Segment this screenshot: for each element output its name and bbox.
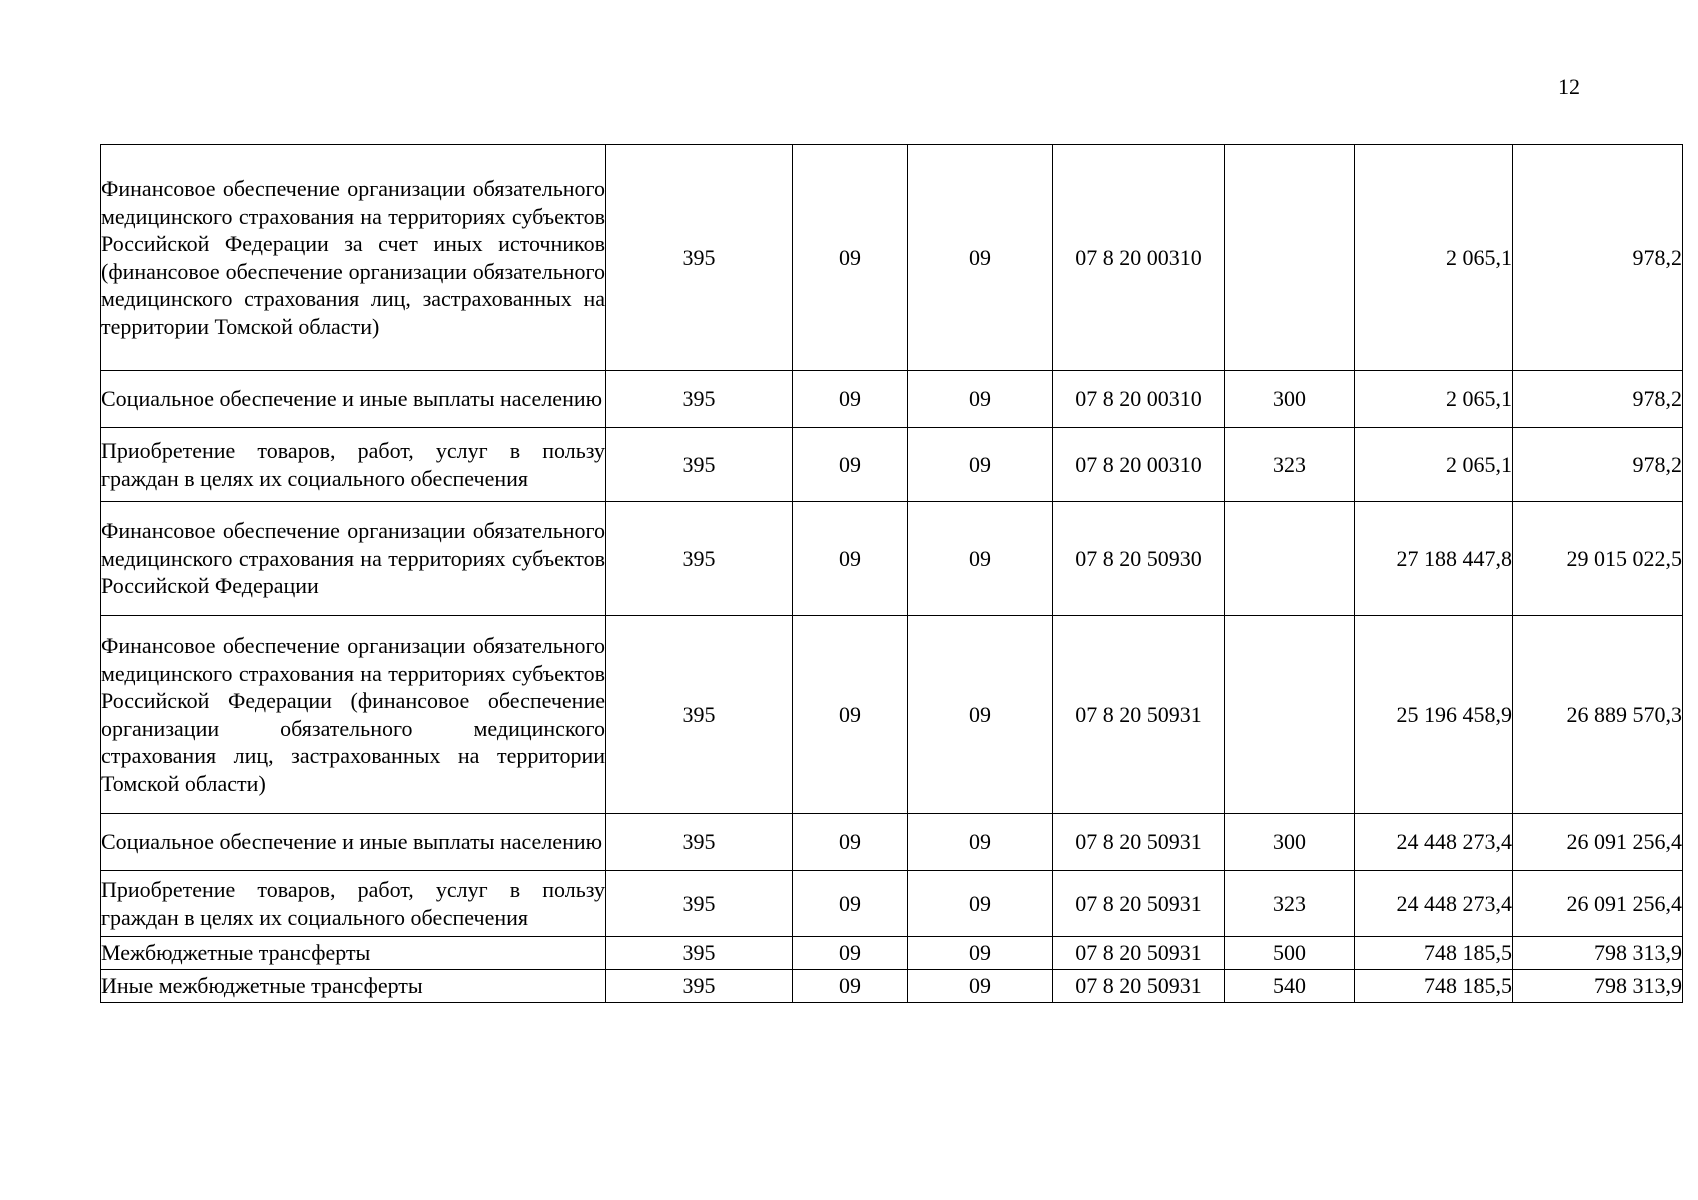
row-sum2: 798 313,9 [1513, 937, 1683, 970]
row-sum1: 748 185,5 [1355, 937, 1513, 970]
row-sum2: 798 313,9 [1513, 970, 1683, 1003]
table-row [101, 616, 1683, 814]
row-pr: 09 [908, 871, 1053, 937]
row-sum2: 978,2 [1513, 145, 1683, 371]
row-vr [1225, 145, 1355, 371]
row-name: Финансовое обеспечение организации обязательного медицинского страхования на территориях субъектов Российской Федерации за счет иных источников (финансовое обеспечение организации обязательного медицинского страхования лиц, застрахованных на территории Томской области) [101, 145, 606, 371]
row-name: Социальное обеспечение и иные выплаты населению [101, 371, 606, 428]
row-sum2: 26 091 256,4 [1513, 871, 1683, 937]
row-sum2: 978,2 [1513, 428, 1683, 502]
row-grbs: 395 [606, 371, 793, 428]
row-csr: 07 8 20 50931 [1053, 937, 1225, 970]
table-row [101, 814, 1683, 871]
table-row [101, 871, 1683, 937]
row-vr: 540 [1225, 970, 1355, 1003]
row-vr: 300 [1225, 814, 1355, 871]
row-grbs: 395 [606, 937, 793, 970]
row-sum1: 2 065,1 [1355, 145, 1513, 371]
table-row [101, 502, 1683, 616]
row-csr: 07 8 20 50931 [1053, 616, 1225, 814]
table-row [101, 937, 1683, 970]
row-sum1: 2 065,1 [1355, 371, 1513, 428]
row-grbs: 395 [606, 871, 793, 937]
row-grbs: 395 [606, 145, 793, 371]
row-csr: 07 8 20 50931 [1053, 814, 1225, 871]
row-name: Приобретение товаров, работ, услуг в пользу граждан в целях их социального обеспечения [101, 428, 606, 502]
row-grbs: 395 [606, 970, 793, 1003]
row-vr: 300 [1225, 371, 1355, 428]
row-csr: 07 8 20 00310 [1053, 428, 1225, 502]
row-name: Приобретение товаров, работ, услуг в пользу граждан в целях их социального обеспечения [101, 871, 606, 937]
row-rz: 09 [793, 616, 908, 814]
row-sum1: 25 196 458,9 [1355, 616, 1513, 814]
row-rz: 09 [793, 371, 908, 428]
row-sum1: 748 185,5 [1355, 970, 1513, 1003]
row-grbs: 395 [606, 814, 793, 871]
row-csr: 07 8 20 00310 [1053, 145, 1225, 371]
row-name: Финансовое обеспечение организации обязательного медицинского страхования на территориях субъектов Российской Федерации (финансовое обеспечение организации обязательного медицинского страхования лиц, застрахованных на территории Томской области) [101, 616, 606, 814]
row-vr: 323 [1225, 871, 1355, 937]
row-grbs: 395 [606, 502, 793, 616]
row-name: Социальное обеспечение и иные выплаты населению [101, 814, 606, 871]
row-pr: 09 [908, 970, 1053, 1003]
row-csr: 07 8 20 00310 [1053, 371, 1225, 428]
row-vr [1225, 616, 1355, 814]
row-pr: 09 [908, 145, 1053, 371]
row-csr: 07 8 20 50931 [1053, 871, 1225, 937]
table-row [101, 970, 1683, 1003]
table-row [101, 428, 1683, 502]
row-sum2: 26 889 570,3 [1513, 616, 1683, 814]
row-grbs: 395 [606, 616, 793, 814]
row-name: Иные межбюджетные трансферты [101, 970, 606, 1003]
row-sum2: 26 091 256,4 [1513, 814, 1683, 871]
row-rz: 09 [793, 145, 908, 371]
row-sum1: 2 065,1 [1355, 428, 1513, 502]
row-sum2: 978,2 [1513, 371, 1683, 428]
row-pr: 09 [908, 616, 1053, 814]
row-sum1: 27 188 447,8 [1355, 502, 1513, 616]
row-rz: 09 [793, 428, 908, 502]
row-pr: 09 [908, 428, 1053, 502]
table-row [101, 145, 1683, 371]
row-rz: 09 [793, 502, 908, 616]
row-csr: 07 8 20 50930 [1053, 502, 1225, 616]
row-grbs: 395 [606, 428, 793, 502]
row-name: Финансовое обеспечение организации обязательного медицинского страхования на территориях субъектов Российской Федерации [101, 502, 606, 616]
row-pr: 09 [908, 937, 1053, 970]
row-pr: 09 [908, 814, 1053, 871]
row-pr: 09 [908, 371, 1053, 428]
table-row [101, 371, 1683, 428]
row-vr: 323 [1225, 428, 1355, 502]
row-sum1: 24 448 273,4 [1355, 871, 1513, 937]
page-number: 12 [1558, 74, 1580, 99]
row-rz: 09 [793, 814, 908, 871]
row-name: Межбюджетные трансферты [101, 937, 606, 970]
row-vr: 500 [1225, 937, 1355, 970]
row-rz: 09 [793, 937, 908, 970]
row-sum2: 29 015 022,5 [1513, 502, 1683, 616]
row-pr: 09 [908, 502, 1053, 616]
row-rz: 09 [793, 871, 908, 937]
row-vr [1225, 502, 1355, 616]
row-rz: 09 [793, 970, 908, 1003]
row-csr: 07 8 20 50931 [1053, 970, 1225, 1003]
budget-table [100, 144, 1683, 1003]
row-sum1: 24 448 273,4 [1355, 814, 1513, 871]
